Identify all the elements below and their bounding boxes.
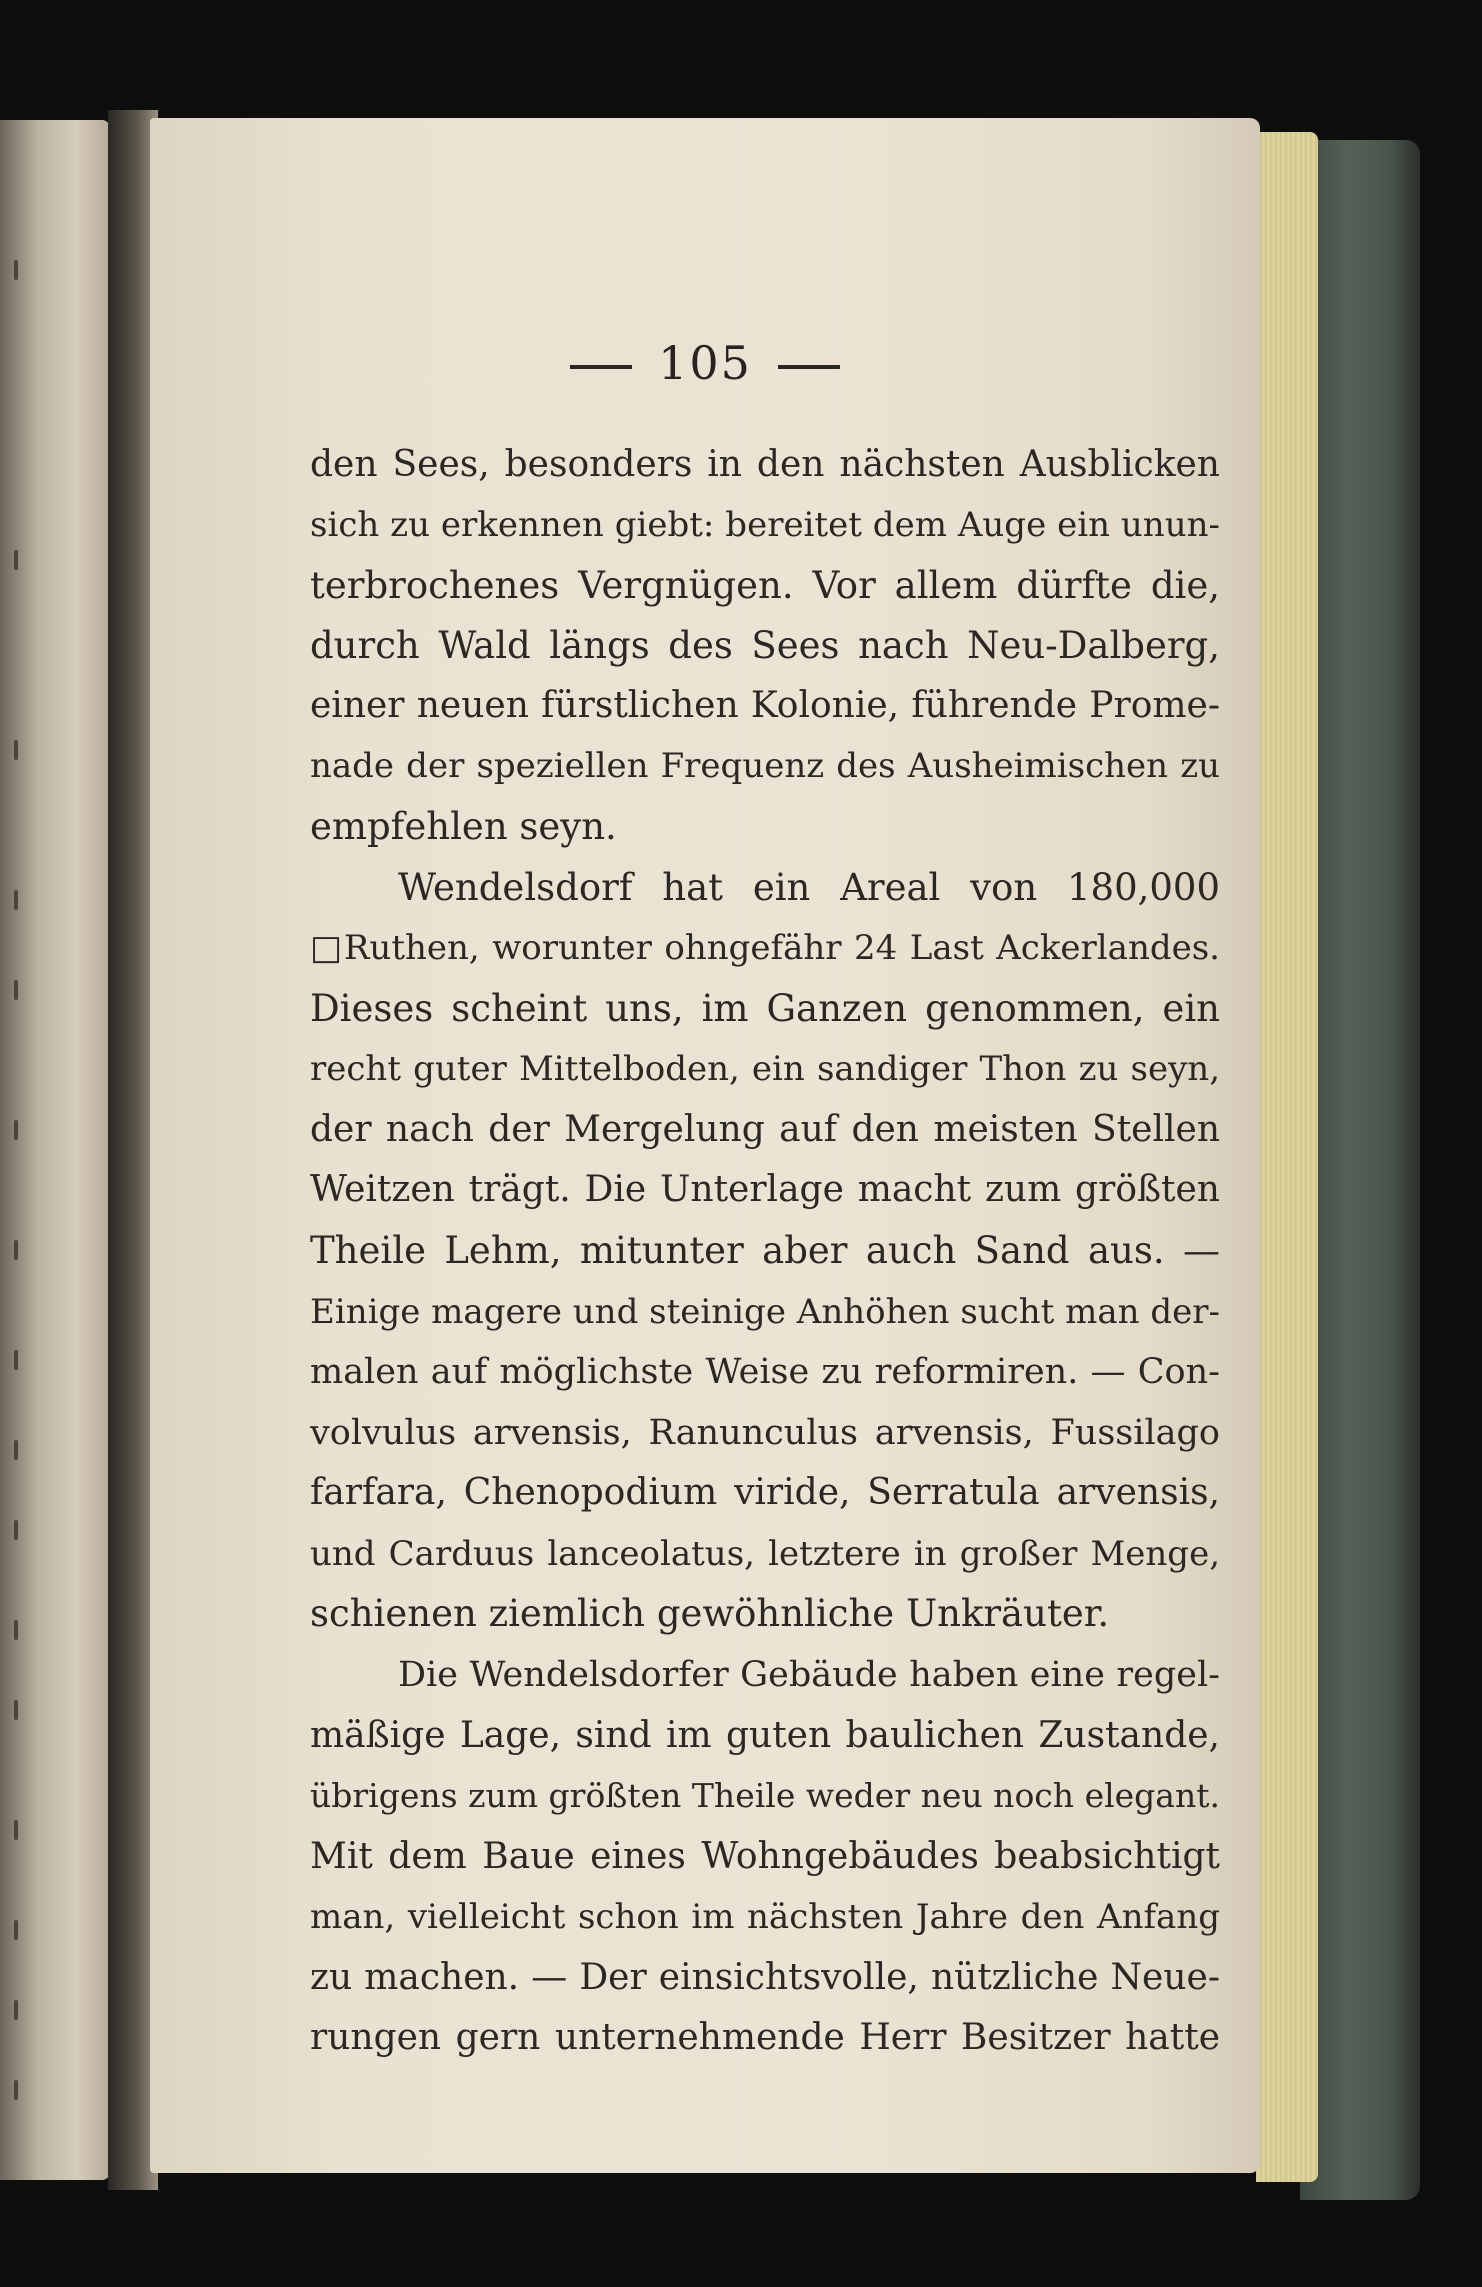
text-line: mäßige Lage, sind im guten baulichen Zustande, bbox=[310, 1715, 1220, 1756]
text-line: □Ruthen, worunter ohngefähr 24 Last Ackerlandes. bbox=[310, 928, 1220, 968]
book-page bbox=[150, 118, 1260, 2173]
text-line: Dieses scheint uns, im Ganzen genommen, ein bbox=[310, 987, 1220, 1030]
text-line: schienen ziemlich gewöhnliche Unkräuter. bbox=[310, 1592, 1110, 1635]
text-line: durch Wald längs des Sees nach Neu-Dalberg, bbox=[310, 624, 1220, 667]
text-line: man, vielleicht schon im nächsten Jahre den Anfang bbox=[310, 1897, 1220, 1937]
text-line: rungen gern unternehmende Herr Besitzer hatte bbox=[310, 2017, 1220, 2058]
text-line: und Carduus lanceolatus, letztere in großer Menge, bbox=[310, 1534, 1220, 1574]
text-line: empfehlen seyn. bbox=[310, 805, 617, 848]
text-line: recht guter Mittelboden, ein sandiger Thon zu seyn, bbox=[310, 1049, 1220, 1089]
text-line: zu machen. — Der einsichtsvolle, nützliche Neue- bbox=[310, 1957, 1220, 1998]
text-line: nade der speziellen Frequenz des Ausheimischen zu bbox=[310, 746, 1220, 786]
text-line: volvulus arvensis, Ranunculus arvensis, Fussilago bbox=[310, 1413, 1220, 1453]
text-line: einer neuen fürstlichen Kolonie, führende Prome- bbox=[310, 685, 1220, 726]
text-line: farfara, Chenopodium viride, Serratula arvensis, bbox=[310, 1472, 1220, 1513]
text-line: der nach der Mergelung auf den meisten Stellen bbox=[310, 1109, 1220, 1150]
text-line: übrigens zum größten Theile weder neu noch elegant. bbox=[310, 1776, 1220, 1815]
text-line: malen auf möglichste Weise zu reformiren. — Con- bbox=[310, 1352, 1220, 1392]
page-number: 105 bbox=[658, 336, 752, 390]
text-line: Weitzen trägt. Die Unterlage macht zum größten bbox=[310, 1169, 1220, 1210]
text-line: Wendelsdorf hat ein Areal von 180,000 bbox=[398, 866, 1220, 909]
text-line: sich zu erkennen giebt: bereitet dem Auge ein unun- bbox=[310, 505, 1220, 545]
previous-page-edge bbox=[0, 120, 110, 2180]
text-line: den Sees, besonders in den nächsten Ausblicken bbox=[310, 444, 1220, 485]
page-text bbox=[150, 118, 1260, 2173]
text-line: Theile Lehm, mitunter aber auch Sand aus. — bbox=[310, 1229, 1220, 1272]
text-line: Einige magere und steinige Anhöhen sucht man der- bbox=[310, 1292, 1220, 1332]
page-block-edge bbox=[1256, 132, 1318, 2182]
book-cover bbox=[1300, 140, 1420, 2200]
text-line: terbrochenes Vergnügen. Vor allem dürfte die, bbox=[310, 564, 1220, 607]
text-line: Die Wendelsdorfer Gebäude haben eine regel- bbox=[398, 1655, 1220, 1695]
text-line: Mit dem Baue eines Wohngebäudes beabsichtigt bbox=[310, 1836, 1220, 1877]
